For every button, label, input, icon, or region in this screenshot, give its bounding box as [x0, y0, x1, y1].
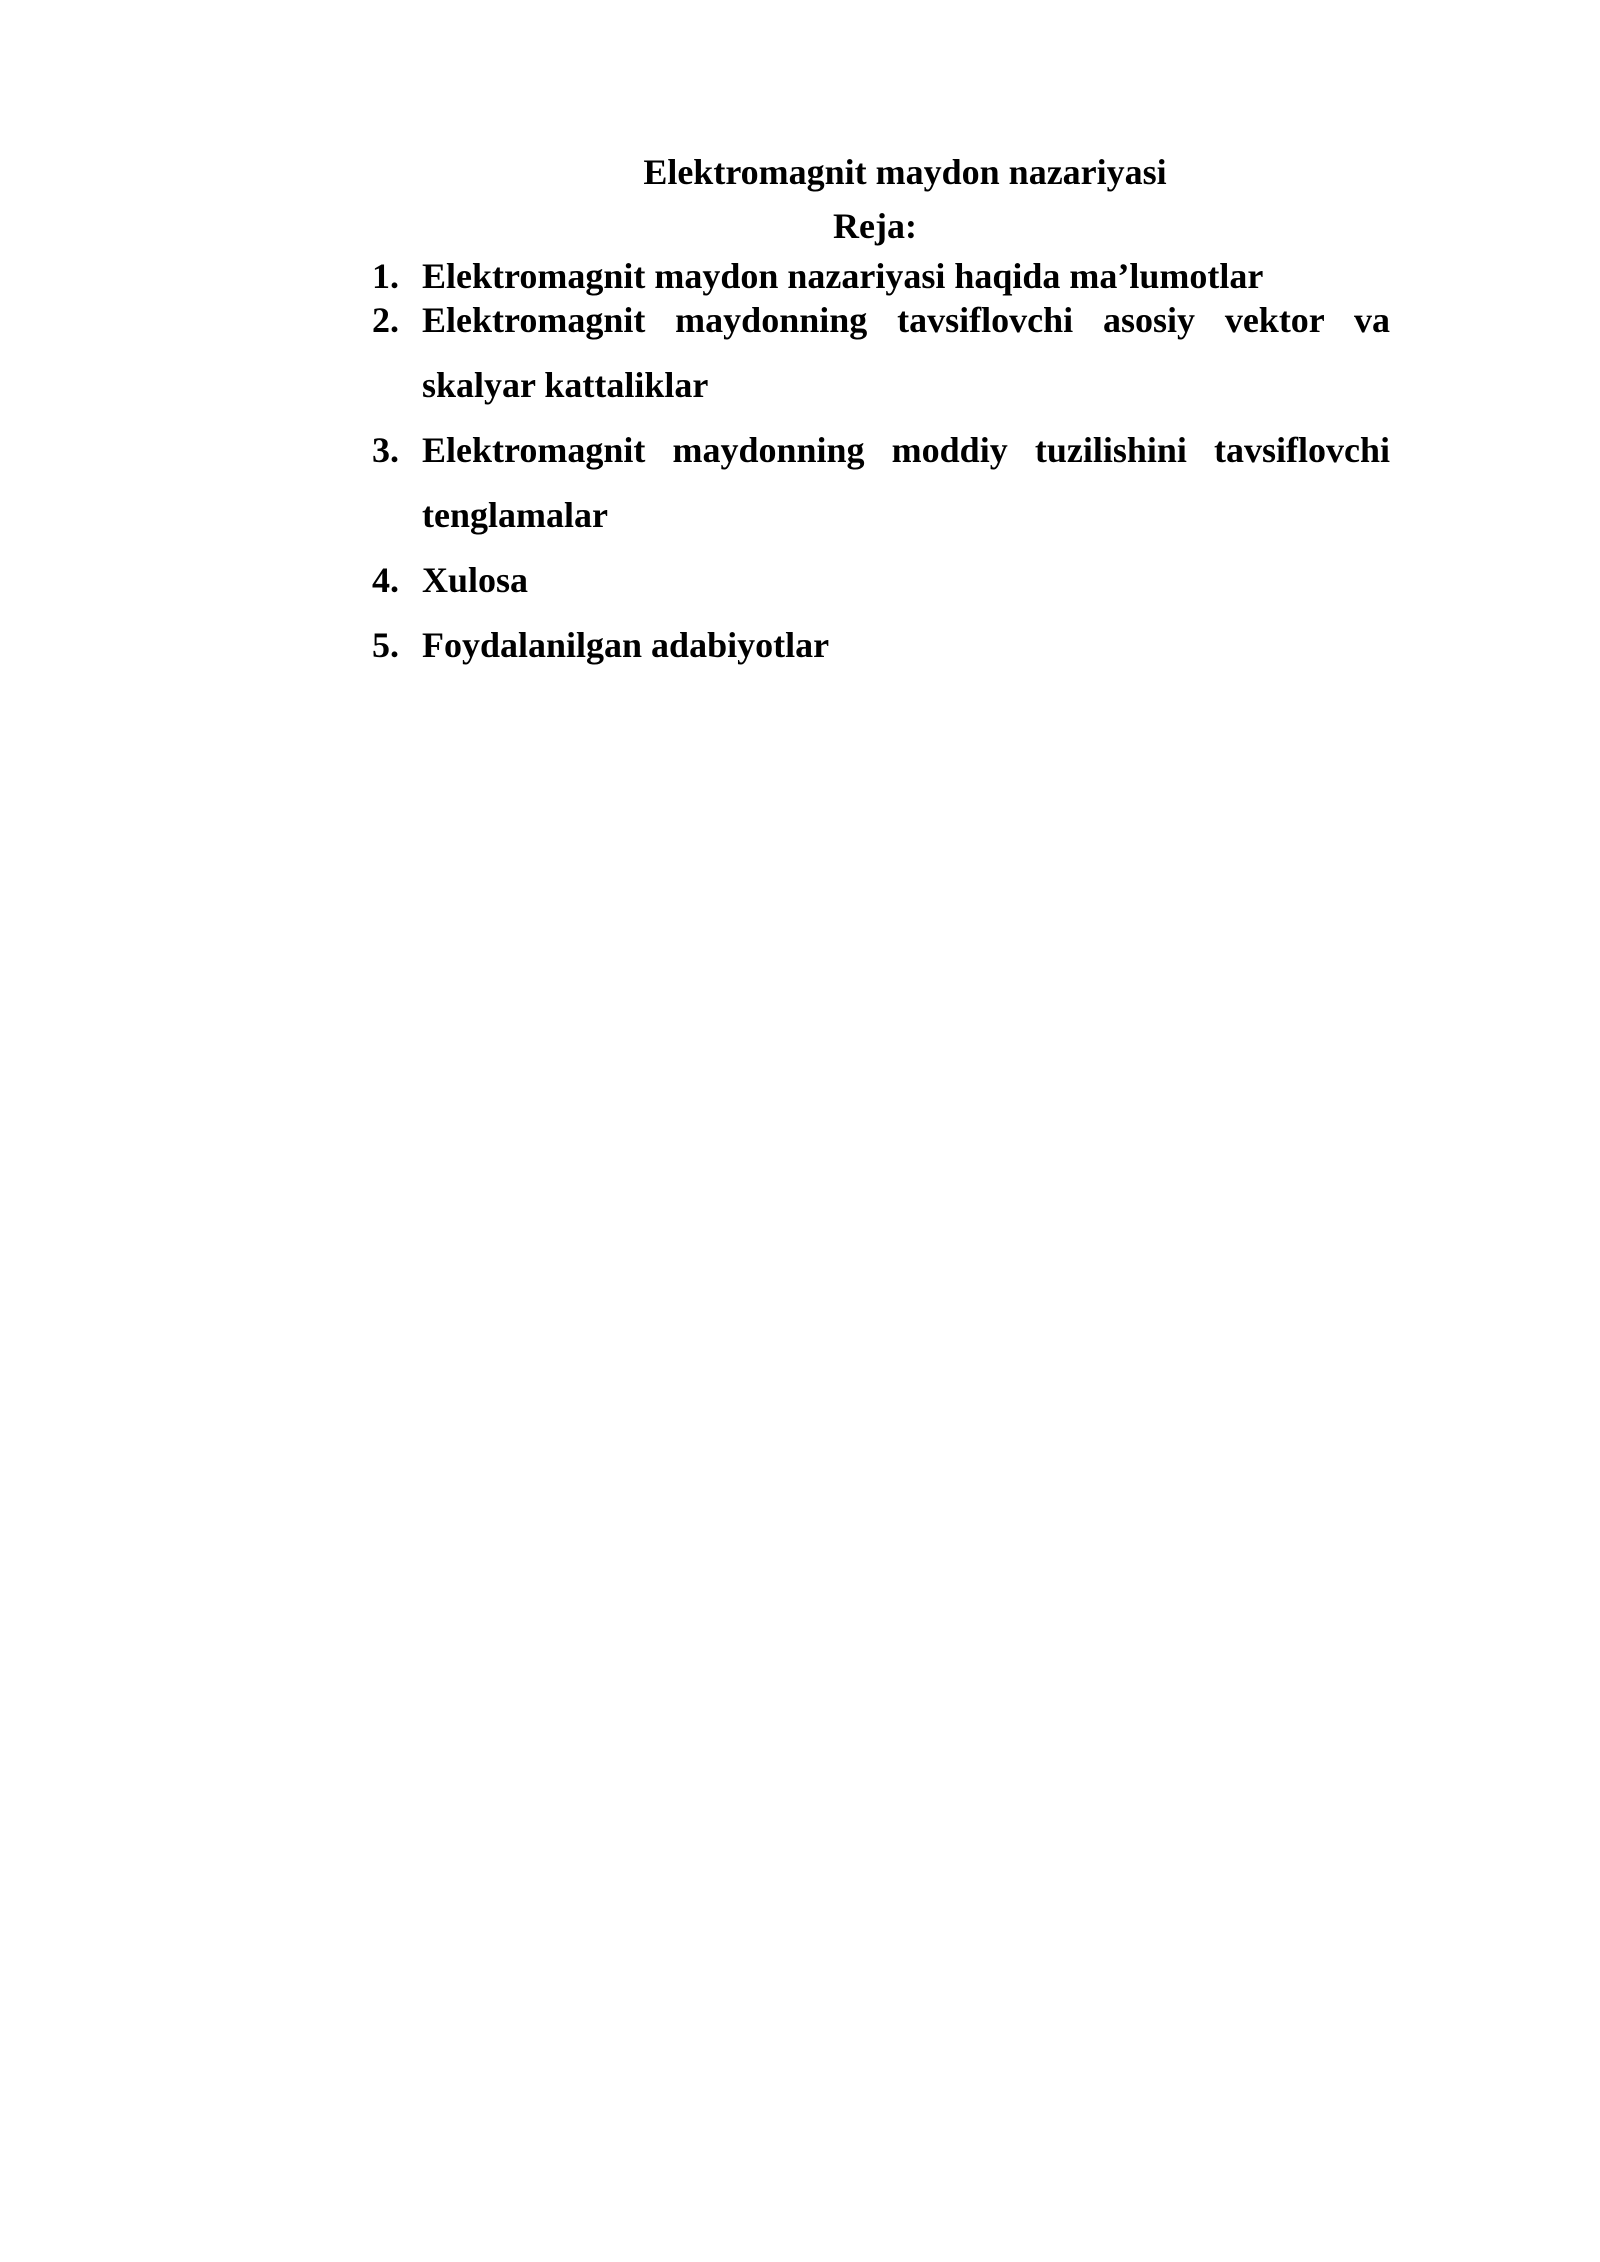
plan-list	[372, 254, 1390, 678]
plan-item-number: 2.	[372, 300, 399, 340]
plan-item-number: 3.	[372, 430, 399, 470]
document-title: Elektromagnit maydon nazariyasi	[643, 152, 1167, 192]
plan-item-text: Elektromagnit maydon nazariyasi haqida ma’lumotlar	[422, 256, 1264, 296]
plan-item-3	[372, 418, 1390, 548]
plan-item-2	[372, 288, 1390, 418]
plan-item-text: Elektromagnit maydonning tavsiflovchi asosiy vektor va skalyar kattaliklar	[422, 300, 1390, 405]
plan-item-text: Foydalanilgan adabiyotlar	[422, 625, 830, 665]
plan-heading: Reja:	[833, 206, 917, 246]
plan-item-text: Elektromagnit maydonning moddiy tuzilishini tavsiflovchi tenglamalar	[422, 430, 1390, 535]
plan-item-text: Xulosa	[422, 560, 529, 600]
plan-item-number: 1.	[372, 256, 399, 296]
plan-item-4	[372, 548, 1390, 613]
plan-item-5	[372, 613, 1390, 678]
plan-item-number: 5.	[372, 625, 399, 665]
plan-item-number: 4.	[372, 560, 399, 600]
